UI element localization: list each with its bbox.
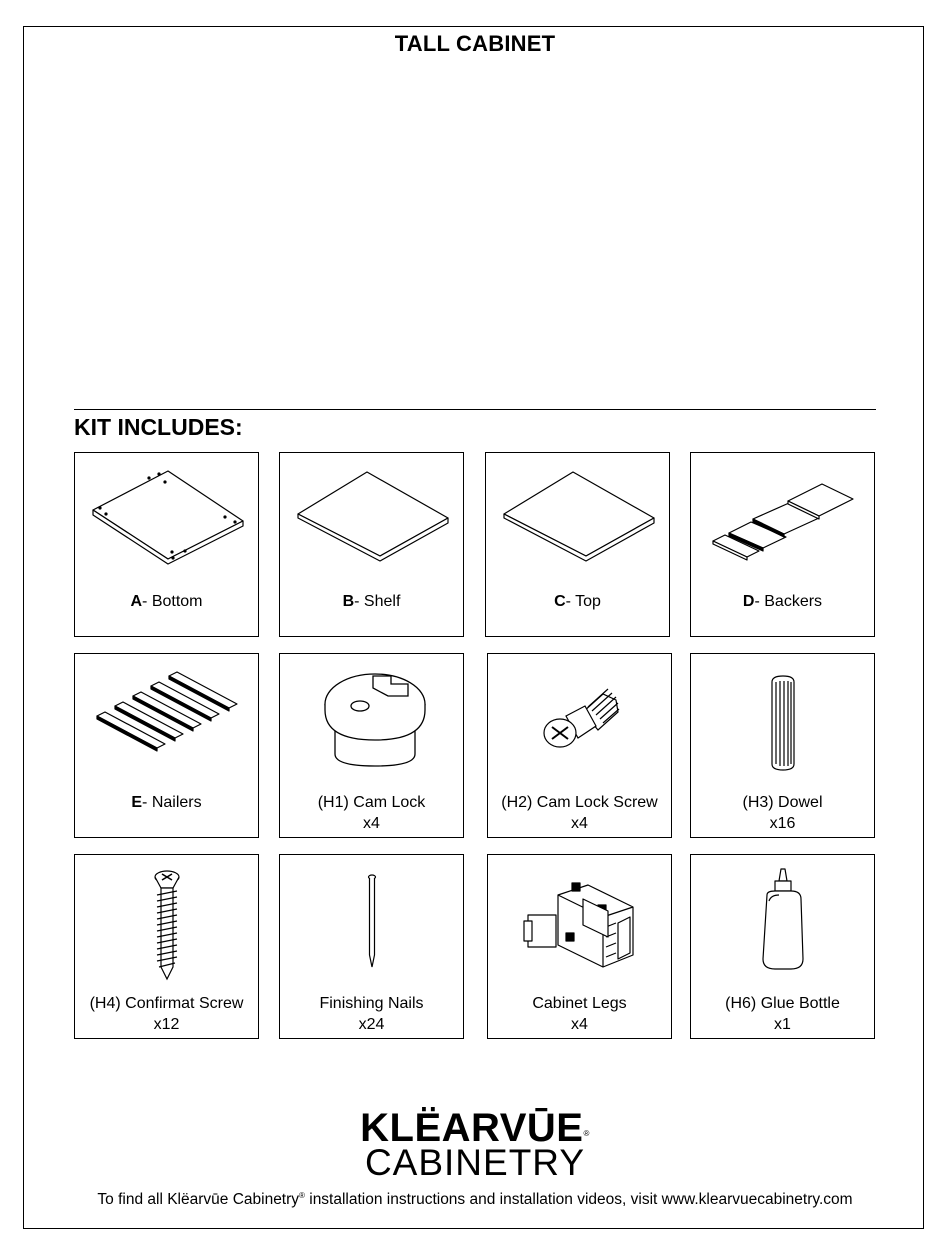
part-h4-confirmat-screw — [74, 854, 259, 1039]
part-label: (H4) Confirmat Screw — [89, 995, 244, 1012]
part-label: (H1) Cam Lock — [317, 794, 426, 811]
part-label: D- Backers — [742, 593, 823, 610]
part-cabinet-legs — [487, 854, 672, 1039]
part-b-shelf — [279, 452, 464, 637]
part-e-nailers — [74, 653, 259, 838]
part-h1-cam-lock — [279, 653, 464, 838]
part-a-bottom — [74, 452, 259, 637]
part-label: A- Bottom — [130, 593, 203, 610]
part-label: Finishing Nails — [319, 995, 424, 1012]
part-label: (H2) Cam Lock Screw — [501, 794, 658, 811]
page-title: TALL CABINET — [394, 31, 556, 56]
logo-wordmark: KLËARVŪE® — [360, 1106, 590, 1150]
part-label: C- Top — [554, 593, 601, 610]
footer-note: To find all Klëarvūe Cabinetry® installation instructions and installation videos, visit www.klearvuecabinetry.com — [97, 1191, 853, 1209]
part-label: E- Nailers — [131, 794, 202, 811]
kit-includes-heading: KIT INCLUDES: — [74, 414, 243, 440]
part-label: (H6) Glue Bottle — [725, 995, 840, 1012]
part-h6-glue-bottle — [690, 854, 875, 1039]
section-divider — [74, 409, 876, 410]
part-label: Cabinet Legs — [532, 995, 627, 1012]
part-d-backers — [690, 452, 875, 637]
part-quantity: x16 — [769, 815, 796, 832]
part-quantity: x4 — [571, 815, 588, 832]
part-quantity: x24 — [358, 1016, 385, 1033]
part-h2-cam-lock-screw — [487, 653, 672, 838]
logo-subtitle: CABINETRY — [364, 1142, 586, 1183]
part-label: (H3) Dowel — [742, 794, 823, 811]
brand-logo — [0, 1106, 950, 1183]
part-quantity: x1 — [774, 1016, 791, 1033]
part-finishing-nails — [279, 854, 464, 1039]
part-quantity: x12 — [153, 1016, 180, 1033]
part-label: B- Shelf — [342, 593, 401, 610]
part-quantity: x4 — [363, 815, 380, 832]
part-c-top — [485, 452, 670, 637]
part-quantity: x4 — [571, 1016, 588, 1033]
part-h3-dowel — [690, 653, 875, 838]
